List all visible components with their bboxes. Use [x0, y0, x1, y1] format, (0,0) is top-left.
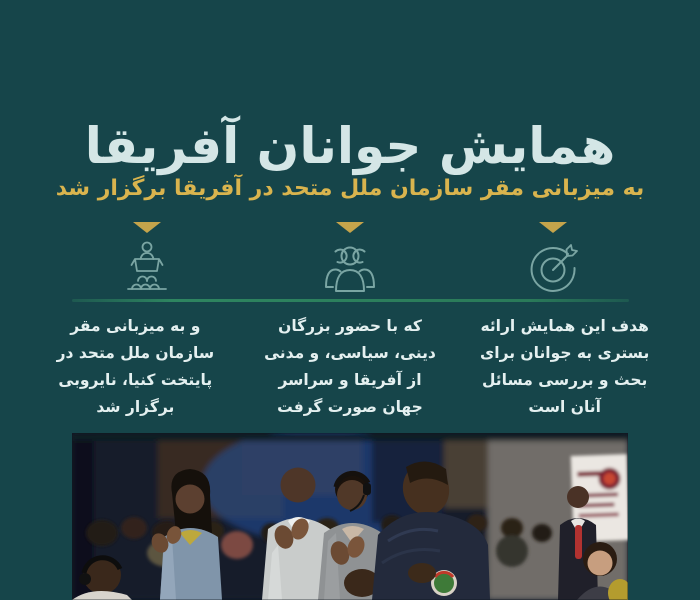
feature-text-row: [28, 313, 672, 421]
feature-attendees: [249, 222, 452, 297]
feature-attendees-text: که با حضور بزرگان دینی، سیاسی، و مدنی از آفریقا و سراسر جهان صورت گرفت: [264, 317, 436, 416]
feature-host: [46, 222, 249, 297]
down-triangle-accent: [539, 222, 567, 233]
page-subtitle: به میزبانی مقر سازمان ملل متحد در آفریقا برگزار شد: [55, 176, 645, 201]
page-title: همایش جوانان آفریقا: [84, 116, 616, 175]
section-divider: [72, 299, 629, 302]
speaker-podium-audience-icon: [118, 239, 176, 297]
feature-host-text: و به میزبانی مقر سازمان ملل متحد در پایتخت کنیا، نایروبی برگزار شد: [56, 317, 215, 416]
feature-goal: [451, 222, 654, 297]
event-photo: [72, 433, 628, 600]
feature-icon-row: [46, 222, 654, 297]
down-triangle-accent: [336, 222, 364, 233]
down-triangle-accent: [133, 222, 161, 233]
feature-goal-text: هدف این همایش ارائه بستری به جوانان برای بحث و بررسی مسائل آنان است: [480, 317, 650, 416]
people-group-icon: [321, 239, 379, 297]
target-arrow-icon: [524, 239, 582, 297]
